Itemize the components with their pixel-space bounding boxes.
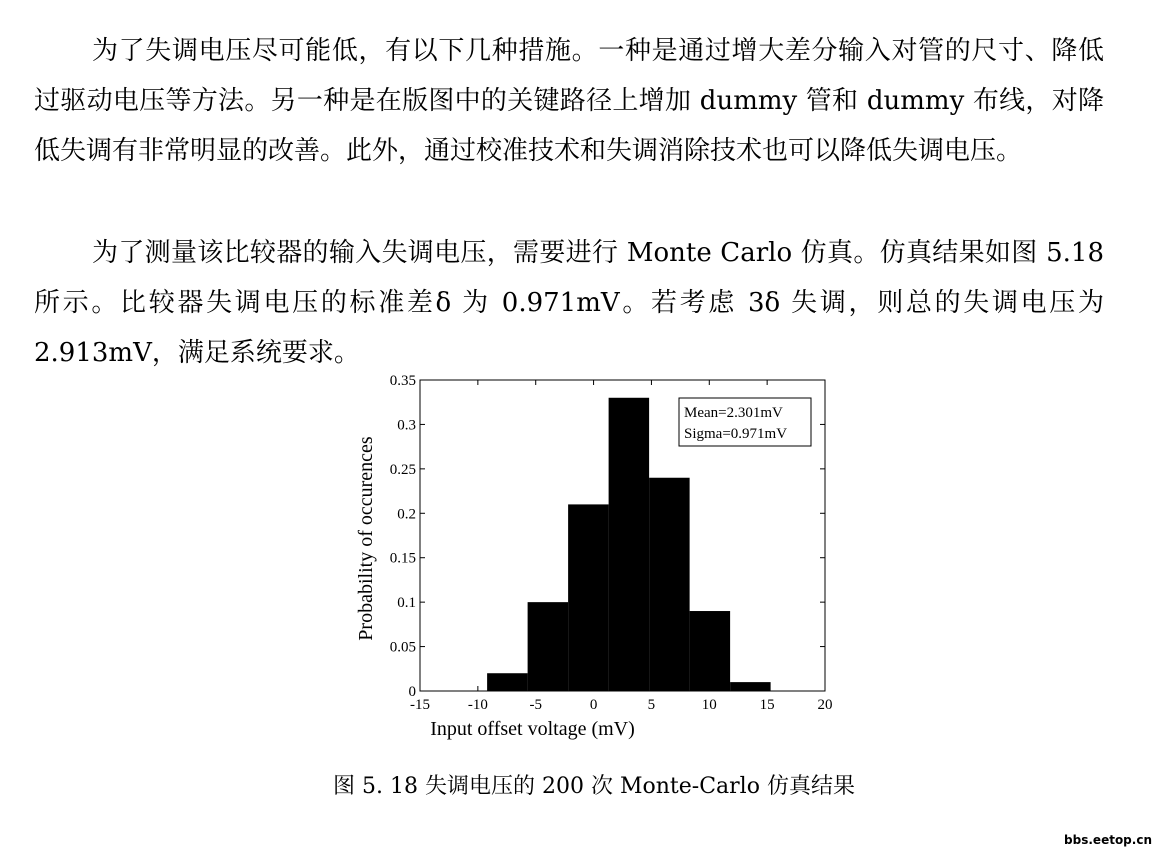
body-paragraph-2: 为了测量该比较器的输入失调电压，需要进行 Monte Carlo 仿真。仿真结果如图 5.18 所示。比较器失调电压的标准差δ 为 0.971mV。若考虑 3δ 失调，则总的失调电压为 2.913mV，满足系统要求。 [34,238,1104,368]
histogram-bar-6 [730,682,771,691]
x-tick-label-1: -10 [467,697,488,713]
x-tick-label-7: 20 [817,697,833,713]
histogram-bar-0 [487,673,527,691]
body-paragraph-1: 为了失调电压尽可能低，有以下几种措施。一种是通过增大差分输入对管的尺寸、降低过驱动电压等方法。另一种是在版图中的关键路径上增加 dummy 管和 dummy 布线，对降低失调有非常明显的改善。此外，通过校准技术和失调消除技术也可以降低失调电压。 [34,36,1104,166]
y-tick-label-7: 0.35 [389,373,416,389]
legend-line-0: Mean=2.301mV [684,405,783,421]
x-tick-label-4: 5 [647,697,656,713]
figure-caption: 图 5. 18 失调电压的 200 次 Monte-Carlo 仿真结果 [333,774,855,799]
y-tick-label-1: 0.05 [389,639,416,656]
y-axis-label: Probability of occurences [355,436,377,641]
legend-box [679,398,811,446]
histogram-bar-5 [690,611,731,691]
x-tick-label-6: 15 [759,697,775,713]
x-tick-label-5: 10 [701,697,717,713]
legend-line-1: Sigma=0.971mV [684,426,788,442]
histogram-bar-4 [649,478,690,691]
y-tick-label-0: 0 [408,684,416,700]
y-tick-label-6: 0.3 [397,417,416,434]
y-tick-label-2: 0.1 [397,595,416,612]
histogram-figure [340,370,840,750]
x-tick-label-0: -15 [410,697,430,713]
x-tick-label-2: -5 [529,697,542,713]
offset-histogram-chart [340,370,840,750]
x-axis-label: Input offset voltage (mV) [430,718,635,740]
histogram-bar-2 [568,504,609,691]
histogram-bar-1 [528,602,569,691]
y-tick-label-3: 0.15 [389,550,416,567]
y-tick-label-5: 0.25 [389,461,416,478]
histogram-bar-3 [609,398,650,691]
y-tick-label-4: 0.2 [397,506,416,523]
site-watermark: bbs.eetop.cn [1064,833,1152,847]
x-tick-label-3: 0 [589,697,598,713]
